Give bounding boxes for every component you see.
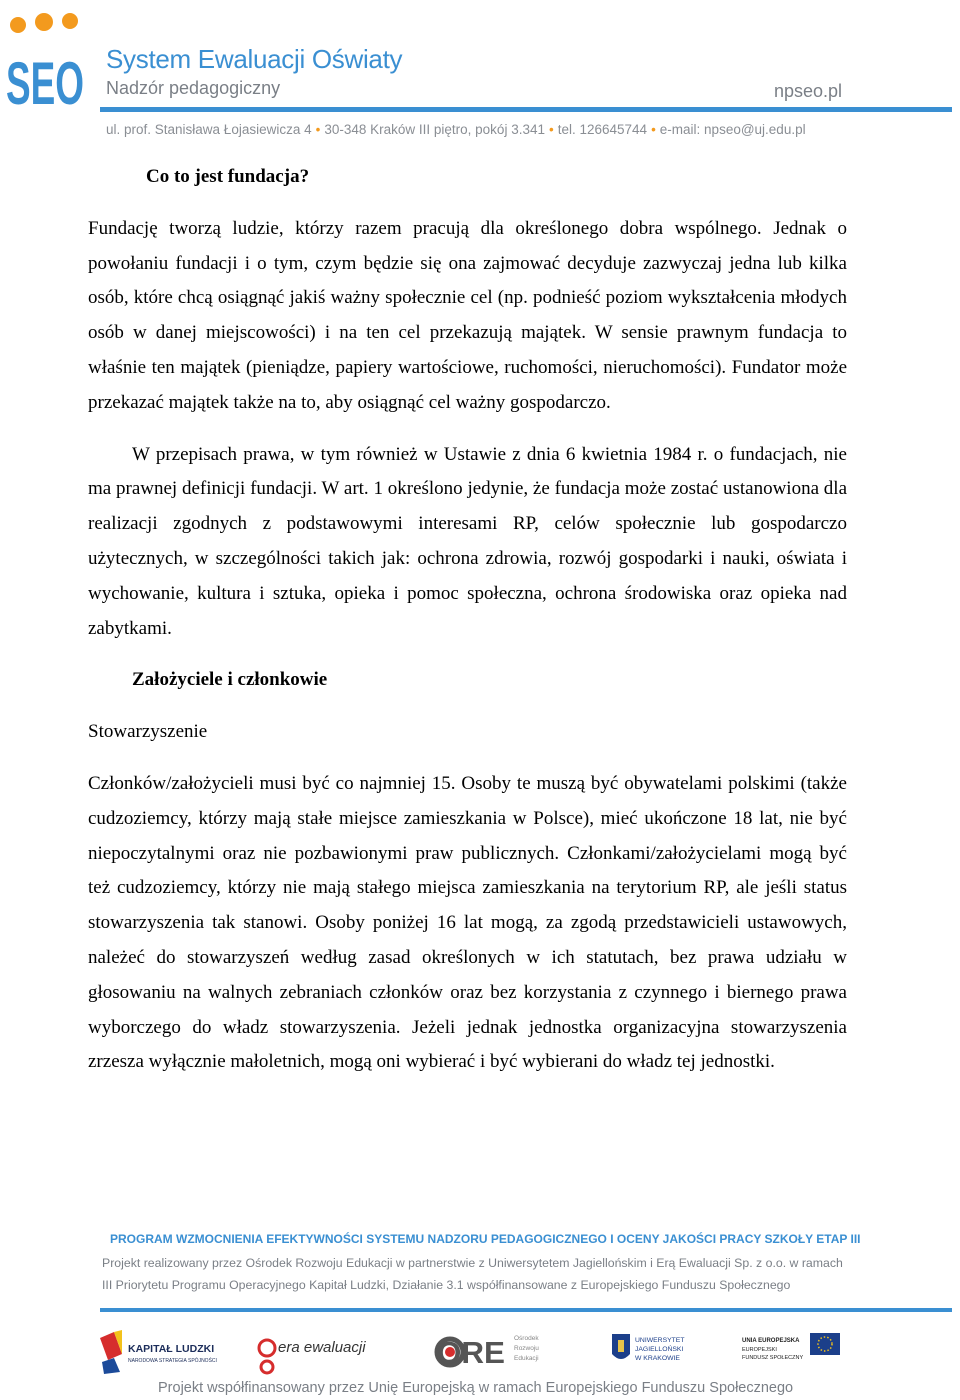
kl-title: KAPITAŁ LUDZKI (128, 1343, 215, 1355)
era-ewaluacji-logo (259, 1339, 366, 1373)
page-header (0, 0, 960, 145)
site-link[interactable]: npseo.pl (774, 81, 843, 101)
ore-logo (437, 1335, 539, 1370)
eu-line-2: EUROPEJSKI (742, 1347, 777, 1353)
brand-subtitle: Nadzór pedagogiczny (106, 78, 281, 98)
separator-dot: • (315, 122, 321, 137)
page-footer (0, 1232, 960, 1400)
uj-logo (612, 1334, 684, 1362)
kapital-ludzki-logo (100, 1330, 217, 1374)
separator-dot: • (548, 122, 554, 137)
address-line (106, 122, 866, 137)
footer-line-1: Projekt realizowany przez Ośrodek Rozwoju Edukacji w partnerstwie z Uniwersytetem Jagiellońskim i Erą Ewaluacji Sp. z o.o. w ramach (102, 1256, 843, 1270)
address-city: 30-348 Kraków III piętro, pokój 3.341 (324, 122, 545, 137)
ore-letters: ORE (437, 1335, 505, 1370)
partner-logos (100, 1328, 860, 1376)
footer-program: PROGRAM WZMOCNIENIA EFEKTYWNOŚCI SYSTEMU NADZORU PEDAGOGICZNEGO I OCENY JAKOŚCI PRACY SZKOŁY ETAP III (110, 1232, 861, 1246)
ore-sub-1: Ośrodek (514, 1335, 539, 1342)
uj-line-3: W KRAKOWIE (635, 1355, 680, 1362)
ore-sub-2: Rozwoju (514, 1345, 539, 1352)
document-body (88, 160, 847, 1080)
heading-fundacja: Co to jest fundacja? (146, 166, 310, 187)
brand-title: System Ewaluacji Oświaty (106, 44, 403, 74)
separator-dot: • (651, 122, 656, 137)
address-phone: tel. 126645744 (557, 122, 648, 137)
eu-line-1: UNIA EUROPEJSKA (742, 1338, 800, 1344)
address-street: ul. prof. Stanisława Łojasiewicza 4 (106, 122, 312, 137)
footer-cofinanced: Projekt współfinansowany przez Unię Europejską w ramach Europejskiego Funduszu Społecznego (158, 1380, 794, 1396)
footer-line-2: III Priorytetu Programu Operacyjnego Kapitał Ludzki, Działanie 3.1 współfinansowane z Europejskiego Funduszu Społecznego (102, 1278, 791, 1292)
address-email[interactable]: e-mail: npseo@uj.edu.pl (659, 122, 806, 137)
heading-zalozyciele: Założyciele i członkowie (132, 669, 328, 691)
eu-logo (742, 1333, 840, 1361)
subheading-stowarzyszenie: Stowarzyszenie (88, 721, 208, 743)
paragraph-ustawa: W przepisach prawa, w tym również w Ustawie z dnia 6 kwietnia 1984 r. o fundacjach, nie ma prawnej definicji fundacji. W art. 1 określono jedynie, że fundacja może zostać ustanowiona dla realizacji zgodnych z podstawowymi interesami RP, celów społecznie lub gospodarczo użytecznych, w szczególności takich jak: ochrona zdrowia, rozwój gospodarki i nauki, oświata i wychowanie, kultura i sztuka, opieka i pomoc społeczna, ochrona środowiska oraz opieka nad zabytkami. (88, 443, 847, 639)
kl-subtitle: NARODOWA STRATEGIA SPÓJNOŚCI (128, 1358, 217, 1364)
paragraph-czlonkowie: Członków/założycieli musi być co najmniej 15. Osoby te muszą być obywatelami polskimi (także cudzoziemcy, którzy mają stałe miejsce zamieszkania w Polsce), mieć ukończone 18 lat, nie być niepoczytalnymi oraz nie pozbawionymi praw publicznych. Członkami/założycielami mogą być też cudzoziemcy, którzy nie mają stałego miejsca zamieszkania na terytorium RP, ale jeśli status stowarzyszenia tak stanowi. Osoby poniżej 16 lat mogą, za zgodą przedstawicieli ustawowych, należeć do stowarzyszeń według zasad określonych w ich statutach, bez prawa udziału w głosowaniu na walnych zebraniach członków oraz bez korzystania z czynnego i biernego prawa wyborczego do władz stowarzyszenia. Jeżeli jednak jednostka organizacyjna stowarzyszenia zrzesza wyłącznie małoletnich, mogą oni wybierać i być wybierani do władz tej jednostki. (88, 772, 847, 1073)
header-rule (100, 107, 952, 112)
ore-sub-3: Edukacji (514, 1355, 539, 1362)
uj-line-1: UNIWERSYTET (635, 1337, 685, 1344)
uj-line-2: JAGIELLOŃSKI (635, 1346, 684, 1353)
eu-line-3: FUNDUSZ SPOŁECZNY (742, 1355, 804, 1361)
logo-letters: SEO (6, 50, 84, 117)
era-text: era ewaluacji (278, 1339, 366, 1356)
paragraph-fundacja-definition: Fundację tworzą ludzie, którzy razem pracują dla określonego dobra wspólnego. Jednak o powołaniu fundacji i o tym, czym będzie się ona zajmować decyduje zazwyczaj jedna lub kilka osób, które chcą osiągnąć jakiś ważny społecznie cel (np. podnieść poziom wykształcenia młodych osób w danej miejscowości) i na ten cel przekazują majątek. W sensie prawnym fundacja to właśnie ten majątek (pieniądze, papiery wartościowe, ruchomości, nieruchomości). Fundator może przekazać majątek także na to, aby osiągnąć cel ważny gospodarczo. (88, 217, 847, 413)
seo-logo (4, 8, 86, 117)
footer-rule (100, 1308, 952, 1312)
